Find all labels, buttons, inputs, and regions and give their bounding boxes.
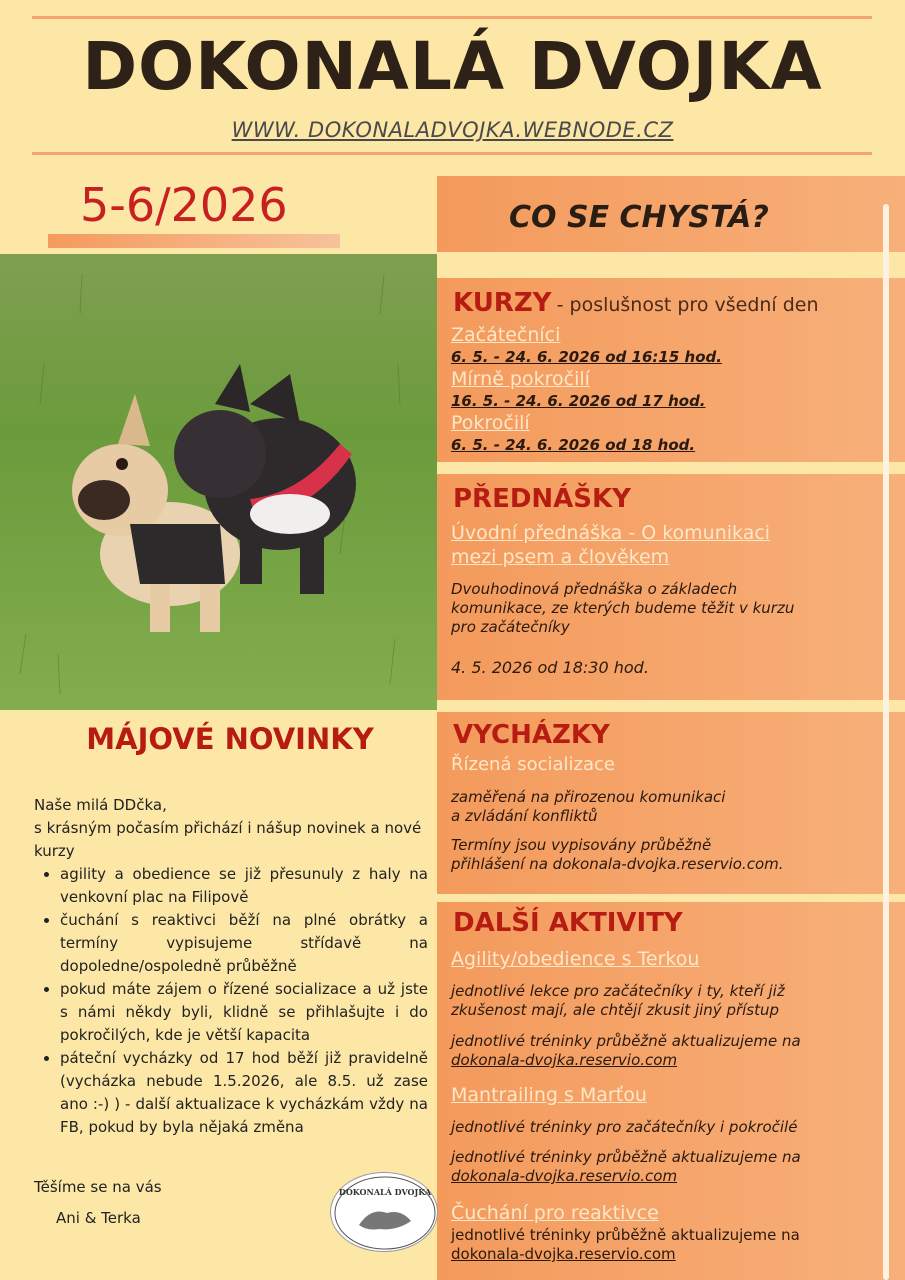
logo-text: DOKONALÁ DVOJKA <box>338 1187 432 1197</box>
news-item: • čuchání s reaktivci běží na plné obrátky a termíny vypisujeme střídavě na dopoledne/ospoledně průběžně <box>60 909 428 978</box>
news-closing: Těšíme se na vás <box>34 1178 162 1196</box>
news-item: • agility a obedience se již přesunuly z haly na venkovní plac na Filipově <box>60 863 428 909</box>
cuchani-update-line: jednotlivé tréninky průběžně aktualizujeme na <box>451 1226 800 1244</box>
mantrailing-reservio-link[interactable]: dokonala-dvojka.reservio.com <box>451 1167 678 1185</box>
walks-panel <box>437 712 905 894</box>
logo-emblem-icon <box>331 1173 439 1253</box>
walks-desc-line1: zaměřená na přirozenou komunikaci <box>451 788 726 806</box>
lectures-title: PŘEDNÁŠKY <box>453 484 632 514</box>
upcoming-heading: CO SE CHYSTÁ? <box>509 200 769 235</box>
website-link[interactable]: WWW. DOKONALADVOJKA.WEBNODE.CZ <box>231 118 674 142</box>
lecture-name-line1[interactable]: Úvodní přednáška - O komunikaci <box>451 522 771 544</box>
mantrailing-title[interactable]: Mantrailing s Marťou <box>451 1084 647 1106</box>
courses-panel <box>437 278 905 462</box>
news-greeting: Naše milá DDčka, <box>34 796 167 814</box>
agility-update-line: jednotlivé tréninky průběžně aktualizujeme na <box>451 1032 801 1050</box>
news-list <box>34 863 428 1139</box>
agility-desc-line1: jednotlivé lekce pro začátečníky i ty, kteří již <box>451 982 785 1000</box>
agility-desc-line2: zkušenost mají, ale chtějí zkusit jiný přístup <box>451 1001 780 1019</box>
course-level-beginner[interactable]: Začátečníci <box>451 324 561 346</box>
lecture-date: 4. 5. 2026 od 18:30 hod. <box>451 658 649 677</box>
course-date-advanced: 6. 5. - 24. 6. 2026 od 18 hod. <box>451 436 696 454</box>
top-divider <box>32 16 872 19</box>
page-title: DOKONALÁ DVOJKA <box>82 28 823 105</box>
news-signature: Ani & Terka <box>56 1209 141 1227</box>
club-logo <box>330 1172 438 1252</box>
issue-date: 5-6/2026 <box>80 178 288 232</box>
course-date-beginner: 6. 5. - 24. 6. 2026 od 16:15 hod. <box>451 348 722 366</box>
courses-title: KURZY <box>453 288 552 318</box>
dogs-photo <box>0 254 437 710</box>
walks-desc-line2: a zvládání konfliktů <box>451 807 598 825</box>
course-level-advanced[interactable]: Pokročilí <box>451 412 530 434</box>
course-level-intermediate[interactable]: Mírně pokročilí <box>451 368 590 390</box>
mantrailing-desc: jednotlivé tréninky pro začátečníky i pokročilé <box>451 1118 798 1136</box>
cuchani-title[interactable]: Čuchání pro reaktivce <box>451 1202 659 1224</box>
courses-subtitle: - poslušnost pro všední den <box>556 294 819 316</box>
agility-reservio-link[interactable]: dokonala-dvojka.reservio.com <box>451 1051 678 1069</box>
lecture-desc-line2: komunikace, ze kterých budeme těžit v kurzu <box>451 599 795 617</box>
other-activities-title: DALŠÍ AKTIVITY <box>453 908 683 938</box>
news-item: • pokud máte zájem o řízené socializace a už jste s námi někdy byli, klidně se přihlašujte i do pokročilých, kde je větší kapacita <box>60 978 428 1047</box>
news-intro: s krásným počasím přichází i nášup novinek a nové kurzy <box>34 819 422 860</box>
news-title: MÁJOVÉ NOVINKY <box>86 722 374 756</box>
walks-title: VYCHÁZKY <box>453 720 610 750</box>
date-underline-bar <box>48 234 340 248</box>
walks-info-line2[interactable]: přihlášení na dokonala-dvojka.reservio.com. <box>451 855 784 873</box>
lecture-desc-line1: Dvouhodinová přednáška o základech <box>451 580 738 598</box>
walks-subtitle: Řízená socializace <box>451 754 615 775</box>
lectures-panel <box>437 474 905 700</box>
other-activities-panel <box>437 902 905 1280</box>
lecture-desc-line3: pro začátečníky <box>451 618 570 636</box>
agility-title[interactable]: Agility/obedience s Terkou <box>451 948 700 970</box>
cuchani-reservio-link[interactable]: dokonala-dvojka.reservio.com <box>451 1245 676 1263</box>
dogs-illustration <box>0 254 437 710</box>
walks-info-line1: Termíny jsou vypisovány průběžně <box>451 836 712 854</box>
mantrailing-update-line: jednotlivé tréninky průběžně aktualizujeme na <box>451 1148 801 1166</box>
news-item: • páteční vycházky od 17 hod běží již pravidelně (vycházka nebude 1.5.2026, ale 8.5. už zase ano :-) ) - další aktualizace k vycházkám vždy na FB, pokud by byla nějaká změna <box>60 1047 428 1139</box>
header-divider <box>32 152 872 155</box>
right-decorative-line <box>883 204 889 1280</box>
lecture-name-line2[interactable]: mezi psem a člověkem <box>451 546 670 568</box>
upcoming-header-panel <box>437 176 905 252</box>
course-date-intermediate: 16. 5. - 24. 6. 2026 od 17 hod. <box>451 392 706 410</box>
